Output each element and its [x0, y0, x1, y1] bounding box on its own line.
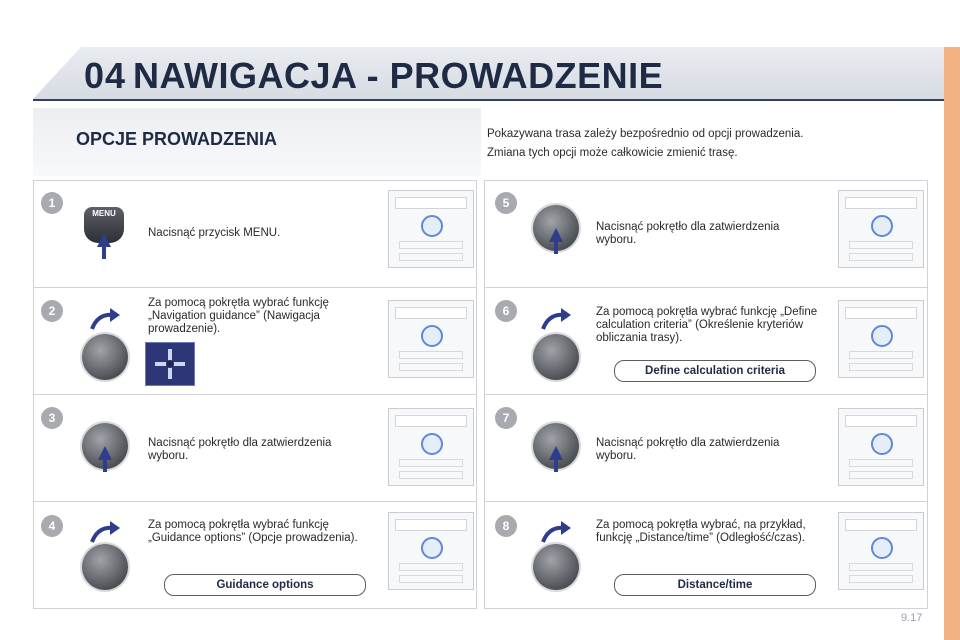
- section-title: OPCJE PROWADZENIA: [76, 129, 278, 149]
- page-number: 9.17: [901, 612, 923, 624]
- step-text-6: Za pomocą pokrętła wybrać funkcję „Define calculation criteria” (Określenie kryteriów obliczania trasy).: [596, 306, 818, 344]
- radio-panel-icon: [388, 190, 474, 268]
- radio-panel-icon: [838, 300, 924, 378]
- rotate-arrow-icon: [539, 307, 573, 333]
- step-number-5: 5: [495, 192, 517, 214]
- step-number-7: 7: [495, 407, 517, 429]
- step-number-3: 3: [41, 407, 63, 429]
- arrow-up-icon: [549, 228, 563, 242]
- step-text-4: Za pomocą pokrętła wybrać funkcję „Guidance options” (Opcje prowadzenia).: [148, 519, 358, 544]
- chapter-number: 04: [84, 55, 127, 96]
- header-cut: [33, 47, 81, 99]
- arrow-up-icon: [549, 446, 563, 460]
- step-text-1: Nacisnąć przycisk MENU.: [148, 227, 281, 239]
- rotary-knob-icon: [82, 544, 128, 590]
- step-text-7: Nacisnąć pokrętło dla zatwierdzenia wyboru.: [596, 437, 780, 462]
- step-number-6: 6: [495, 300, 517, 322]
- radio-panel-icon: [838, 512, 924, 590]
- intro-line-2: Zmiana tych opcji może całkowicie zmienić trasę.: [487, 147, 738, 159]
- step-number-1: 1: [41, 192, 63, 214]
- rotary-knob-icon: [82, 334, 128, 380]
- accent-bar: [944, 47, 960, 640]
- step-text-3: Nacisnąć pokrętło dla zatwierdzenia wyboru.: [148, 437, 332, 462]
- rotate-arrow-icon: [88, 307, 122, 333]
- arrow-up-shaft: [554, 242, 558, 254]
- dpad-icon: [145, 342, 195, 386]
- radio-panel-icon: [388, 300, 474, 378]
- menu-option-pill: Guidance options: [164, 574, 366, 596]
- radio-panel-icon: [388, 408, 474, 486]
- menu-option-pill: Distance/time: [614, 574, 816, 596]
- rotate-arrow-icon: [88, 520, 122, 546]
- arrow-up-icon: [98, 446, 112, 460]
- radio-panel-icon: [838, 408, 924, 486]
- step-number-8: 8: [495, 515, 517, 537]
- menu-button: MENU: [84, 207, 124, 243]
- step-text-2: Za pomocą pokrętła wybrać funkcję „Navigation guidance” (Nawigacja prowadzenie).: [148, 297, 329, 335]
- arrow-up-shaft: [554, 460, 558, 472]
- rotate-arrow-icon: [539, 520, 573, 546]
- page-title: NAWIGACJA - PROWADZENIE: [133, 55, 664, 96]
- radio-panel-icon: [388, 512, 474, 590]
- step-text-5: Nacisnąć pokrętło dla zatwierdzenia wyboru.: [596, 221, 780, 246]
- intro-line-1: Pokazywana trasa zależy bezpośrednio od opcji prowadzenia.: [487, 128, 804, 140]
- radio-panel-icon: [838, 190, 924, 268]
- arrow-up-shaft: [103, 460, 107, 472]
- rotary-knob-icon: [533, 334, 579, 380]
- menu-option-pill: Define calculation criteria: [614, 360, 816, 382]
- rotary-knob-icon: [533, 544, 579, 590]
- intro-text: [487, 125, 927, 163]
- step-number-4: 4: [41, 515, 63, 537]
- arrow-up-shaft: [102, 247, 106, 259]
- arrow-up-icon: [97, 233, 111, 247]
- step-text-8: Za pomocą pokrętła wybrać, na przykład, funkcję „Distance/time” (Odległość/czas).: [596, 519, 806, 544]
- step-number-2: 2: [41, 300, 63, 322]
